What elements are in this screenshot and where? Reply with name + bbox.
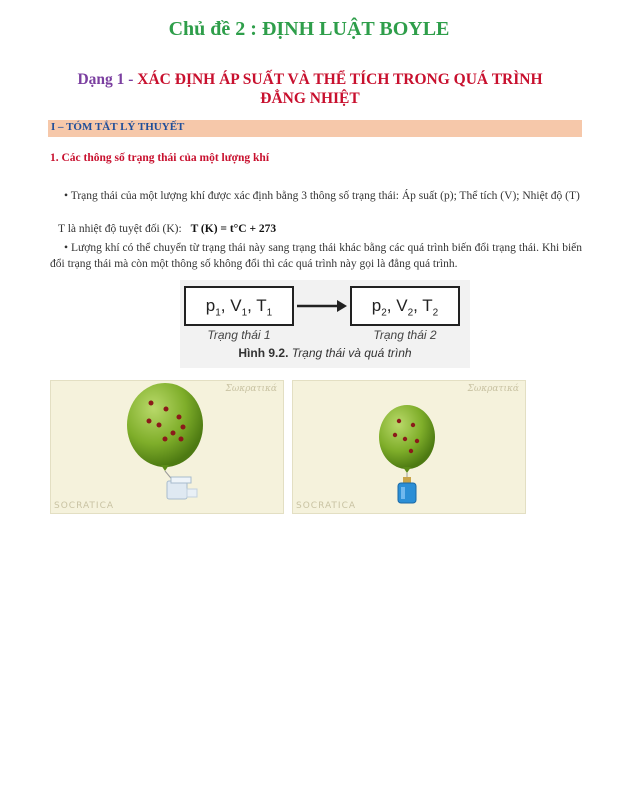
subtitle-text: XÁC ĐỊNH ÁP SUẤT VÀ THỂ TÍCH TRONG QUÁ TRÌNH ĐẲNG NHIỆT bbox=[137, 71, 543, 107]
state-1-p: p bbox=[205, 296, 216, 315]
figure-caption bbox=[180, 346, 470, 360]
subtitle-lead: Dạng 1 - bbox=[77, 71, 138, 88]
state-2-p-sub: 2 bbox=[381, 307, 387, 319]
small-balloon-icon bbox=[293, 381, 525, 513]
arrow-right-icon bbox=[297, 300, 347, 312]
subheading-state-parameters: 1. Các thông số trạng thái của một lượng khí bbox=[50, 152, 270, 164]
state-1-t-sub: 1 bbox=[266, 307, 273, 319]
state-1-v-sub: 1 bbox=[241, 307, 248, 319]
state-2-p: p bbox=[371, 296, 382, 315]
section-header-bar bbox=[48, 120, 582, 137]
watermark-bottom: SOCRATICA bbox=[54, 501, 115, 511]
large-balloon-photo bbox=[50, 380, 284, 514]
absolute-temperature-text: T là nhiệt độ tuyệt đối (K): bbox=[58, 223, 182, 235]
large-balloon-icon bbox=[51, 381, 283, 513]
state-1-label: Trạng thái 1 bbox=[207, 328, 271, 342]
state-1-p-sub: 1 bbox=[215, 307, 221, 319]
state-2-t-sub: 2 bbox=[432, 307, 439, 319]
page-title: Chủ đề 2 : ĐỊNH LUẬT BOYLE bbox=[168, 18, 450, 40]
state-2-box: $p_2$, $V_2$, $T_2$ bbox=[350, 286, 460, 326]
paragraph-state-parameters: • Trạng thái của một lượng khí được xác định bằng 3 thông số trạng thái: Áp suất (p); Thể tích (V); Nhiệt độ (T) bbox=[64, 190, 580, 202]
paragraph-state-process: • Lượng khí có thể chuyển từ trạng thái này sang trạng thái khác bằng các quá trình biến đổi trạng thái. Khi biến đổi trạng thái mà còn một thông số không đổi thì các quá trình này gọi là đẳng quá trình. bbox=[50, 242, 582, 270]
small-balloon-photo bbox=[292, 380, 526, 514]
topic-subtitle bbox=[60, 70, 560, 108]
state-1-v: V bbox=[230, 296, 242, 315]
paragraph-absolute-temperature bbox=[58, 221, 578, 237]
watermark-top-2: Σωκρατικά bbox=[467, 384, 519, 394]
state-2-v: V bbox=[396, 296, 408, 315]
figure-caption-text: Trạng thái và quá trình bbox=[291, 346, 412, 360]
kelvin-formula: T (K) = t°C + 273 bbox=[190, 223, 277, 235]
watermark-top: Σωκρατικά bbox=[225, 384, 277, 394]
section-label: I – TÓM TẮT LÝ THUYẾT bbox=[51, 121, 185, 133]
figure-number: Hình 9.2. bbox=[238, 346, 289, 360]
state-2-label: Trạng thái 2 bbox=[373, 328, 437, 342]
state-1-box: $p_1$, $V_1$, $T_1$ bbox=[184, 286, 294, 326]
state-2-t: T bbox=[422, 296, 433, 315]
state-1-t: T bbox=[256, 296, 267, 315]
watermark-bottom-2: SOCRATICA bbox=[296, 501, 357, 511]
state-2-v-sub: 2 bbox=[407, 307, 414, 319]
state-process-figure bbox=[180, 280, 470, 368]
